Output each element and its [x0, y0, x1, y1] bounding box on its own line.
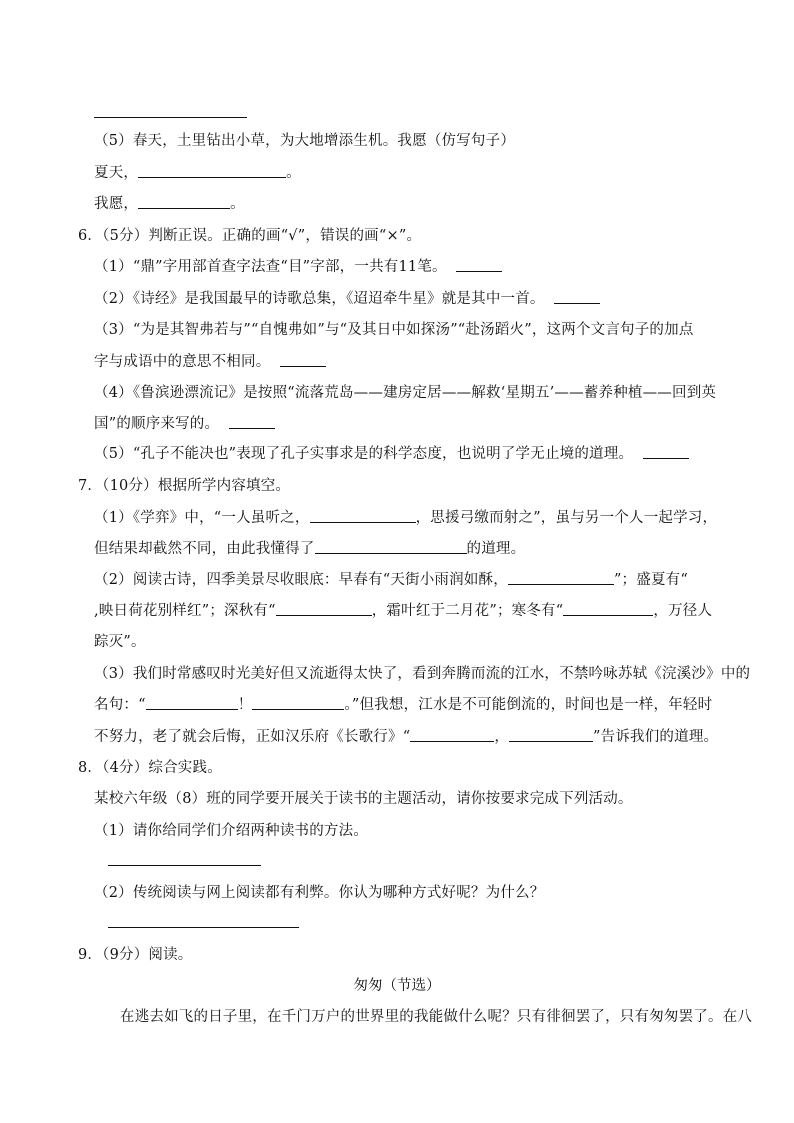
q7-l7b: ！	[237, 697, 253, 713]
q6-item3-cont-text: 字与成语中的意思不相同。	[94, 354, 271, 370]
q7-line3	[94, 570, 688, 590]
answer-blank[interactable]	[456, 257, 502, 272]
q7-l3a: （2）阅读古诗，四季美景尽收眼底：早春有“天街小雨润如酥，	[94, 572, 508, 588]
q7-l1a: （1）《学弈》中，“一人虽听之，	[94, 510, 310, 526]
answer-blank[interactable]	[554, 289, 600, 304]
q7-l7a: 名句：“	[94, 697, 146, 713]
q7-l8c: ”告诉我们的道理。	[593, 729, 719, 745]
blank[interactable]	[310, 508, 416, 523]
q7-line1	[94, 508, 717, 528]
q7-l7c: 。”但我想，江水是不可能倒流的，时间也是一样，年轻时	[344, 697, 713, 713]
q6-item4: （4）《鲁滨逊漂流记》是按照“流落荒岛——建房定居——解救‘星期五’——蓄养种植——回到英	[94, 385, 717, 401]
q5-item5: （5）春天，土里钻出小草，为大地增添生机。我愿（仿写句子）	[94, 133, 516, 149]
q8-item1: （1）请你给同学们介绍两种读书的方法。	[94, 823, 369, 839]
q7-line2	[94, 539, 525, 559]
blank[interactable]	[138, 163, 286, 178]
answer-blank[interactable]	[229, 414, 275, 429]
q6-item5	[94, 444, 689, 464]
q8-intro: 某校六年级（8）班的同学要开展关于读书的主题活动，请你按要求完成下列活动。	[94, 791, 633, 807]
q7-l3b: ”；盛夏有“	[613, 572, 688, 588]
q6-item3-cont	[94, 352, 326, 372]
blank[interactable]	[563, 601, 653, 616]
q7-header: 7．（10分）根据所学内容填空。	[78, 478, 291, 494]
q6-item5-text: （5）“孔子不能决也”表现了孔子实事求是的科学态度，也说明了学无止境的道理。	[94, 446, 634, 462]
q6-header: 6．（5分）判断正误。正确的画“√”，错误的画“×”。	[78, 228, 422, 244]
passage-title: 匆匆（节选）	[353, 978, 441, 994]
q8-item2: （2）传统阅读与网上阅读都有利弊。你认为哪种方式好呢？为什么？	[94, 885, 545, 901]
answer-line	[94, 117, 247, 118]
q5-wish-prefix: 我愿，	[94, 196, 139, 212]
q7-l2a: 但结果却截然不同，由此我懂得了	[94, 541, 315, 557]
blank[interactable]	[252, 695, 344, 710]
q7-l8a: 不努力，老了就会后悔，正如汉乐府《长歌行》“	[94, 729, 411, 745]
q8-header: 8．（4分）综合实践。	[78, 760, 222, 776]
q5-summer-suffix: 。	[286, 165, 301, 181]
q7-l4b: ，霜叶红于二月花”；寒冬有“	[371, 603, 564, 619]
q9-header: 9．（9分）阅读。	[78, 947, 193, 963]
q7-l4a: ,映日荷花别样红”；深秋有“	[94, 603, 276, 619]
q7-line7	[94, 695, 712, 715]
answer-line[interactable]	[108, 865, 261, 866]
q6-item2-text: （2）《诗经》是我国最早的诗歌总集，《迢迢牵牛星》就是其中一首。	[94, 291, 545, 307]
q7-line4	[94, 601, 712, 621]
q7-l2b: 的道理。	[466, 541, 526, 557]
q6-item3: （3）“为是其智弗若与”“自愧弗如”与“及其日中如探汤”“赴汤蹈火”，这两个文言句子的加点	[94, 322, 694, 338]
answer-blank[interactable]	[280, 352, 326, 367]
q5-summer-prefix: 夏天，	[94, 165, 139, 181]
q6-item4-cont-text: 国”的顺序来写的。	[94, 416, 220, 432]
blank[interactable]	[509, 727, 593, 742]
q7-line6: （3）我们时常感叹时光美好但又流逝得太快了，看到奔腾而流的江水，不禁吟咏苏轼《浣溪沙》中的	[94, 666, 751, 682]
answer-blank[interactable]	[643, 444, 689, 459]
blank[interactable]	[508, 570, 614, 585]
q7-line8	[94, 727, 718, 747]
blank[interactable]	[146, 695, 238, 710]
blank[interactable]	[276, 601, 372, 616]
blank[interactable]	[138, 194, 230, 209]
q6-item4-cont	[94, 414, 275, 434]
q6-item2	[94, 289, 600, 309]
q6-item1	[94, 257, 502, 277]
q5-wish-line	[94, 194, 245, 214]
q7-l1b: ，思援弓缴而射之”，虽与另一个人一起学习，	[415, 510, 718, 526]
blank[interactable]	[410, 727, 494, 742]
q7-line5: 踪灭”。	[94, 634, 146, 650]
q6-item1-text: （1）“鼎”字用部首查字法查“目”字部，一共有11笔。	[94, 259, 447, 275]
answer-line[interactable]	[108, 927, 299, 928]
blank[interactable]	[315, 539, 467, 554]
q7-l8b: ，	[494, 729, 510, 745]
q5-wish-suffix: 。	[230, 196, 245, 212]
q5-summer-line	[94, 163, 301, 183]
passage-paragraph: 在逃去如飞的日子里，在千门万户的世界里的我能做什么呢？只有徘徊罢了，只有匆匆罢了。在八	[120, 1009, 753, 1025]
q7-l4c: ，万径人	[653, 603, 713, 619]
